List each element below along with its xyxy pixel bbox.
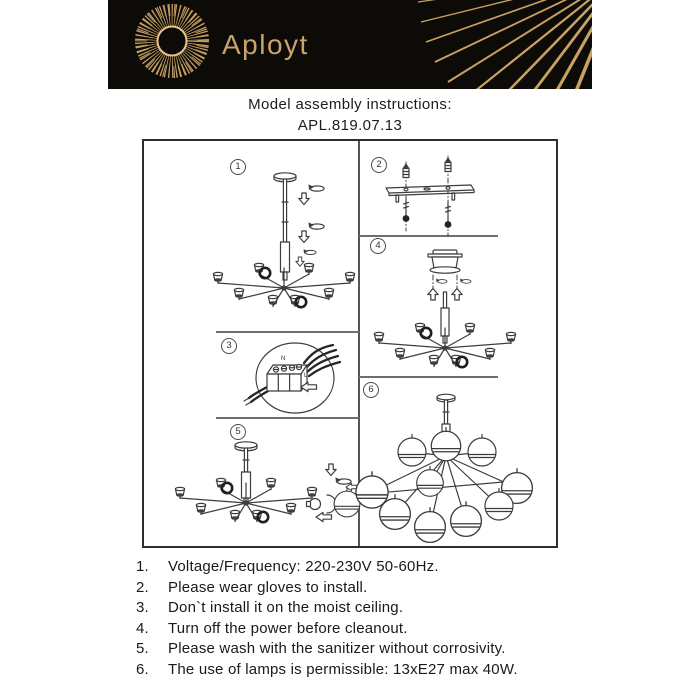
instruction-text: The use of lamps is permissible: 13xE27 max 40W. <box>168 660 518 678</box>
wire-label-l: L <box>304 373 308 379</box>
instruction-item <box>136 578 616 599</box>
instruction-text: Turn off the power before cleanout. <box>168 619 408 637</box>
step-3-marker: 3 <box>221 338 237 354</box>
brand-logotype: Aployt <box>222 28 309 60</box>
step-6-illustration <box>356 394 533 542</box>
instruction-text: Please wear gloves to install. <box>168 578 368 596</box>
step-5-marker: 5 <box>230 424 246 440</box>
instruction-number: 6. <box>136 660 149 678</box>
title-block <box>0 94 700 136</box>
instruction-item <box>136 557 616 578</box>
model-number: APL.819.07.13 <box>297 117 403 134</box>
instruction-number: 4. <box>136 619 149 637</box>
instruction-number: 3. <box>136 599 149 617</box>
step-2-marker: 2 <box>371 157 387 173</box>
step-1-illustration <box>213 173 354 307</box>
step-2-illustration <box>386 156 474 236</box>
assembly-diagram-art <box>144 141 556 546</box>
instruction-text: Please wash with the sanitizer without corrosivity. <box>168 640 506 658</box>
banner-decoration <box>108 0 592 89</box>
step-5-illustration <box>175 442 359 522</box>
page-title: Model assembly instructions: <box>248 96 452 113</box>
instruction-text: Voltage/Frequency: 220-230V 50-60Hz. <box>168 558 439 575</box>
sunburst-logo-icon <box>141 10 203 72</box>
step-4-illustration <box>374 250 515 367</box>
brand-banner <box>108 0 592 89</box>
up-arrow-icon <box>428 289 438 301</box>
step-1-marker: 1 <box>230 159 246 175</box>
instruction-number: 5. <box>136 640 149 658</box>
instruction-number: 2. <box>136 578 149 596</box>
instruction-item <box>136 598 616 619</box>
step-6-marker: 6 <box>363 382 379 398</box>
assembly-diagram <box>142 139 558 548</box>
down-arrow-icon <box>299 193 309 205</box>
wire-label-n: N <box>281 356 286 362</box>
instruction-item <box>136 660 616 681</box>
instructions-list <box>136 557 616 681</box>
instruction-item <box>136 639 616 660</box>
rotate-arrow-icon <box>309 184 325 191</box>
instruction-text: Don`t install it on the moist ceiling. <box>168 599 404 617</box>
instruction-number: 1. <box>136 558 149 575</box>
step-3-illustration <box>244 343 340 413</box>
banner-rays-icon <box>418 0 592 89</box>
step-4-marker: 4 <box>370 238 386 254</box>
instruction-item <box>136 619 616 640</box>
